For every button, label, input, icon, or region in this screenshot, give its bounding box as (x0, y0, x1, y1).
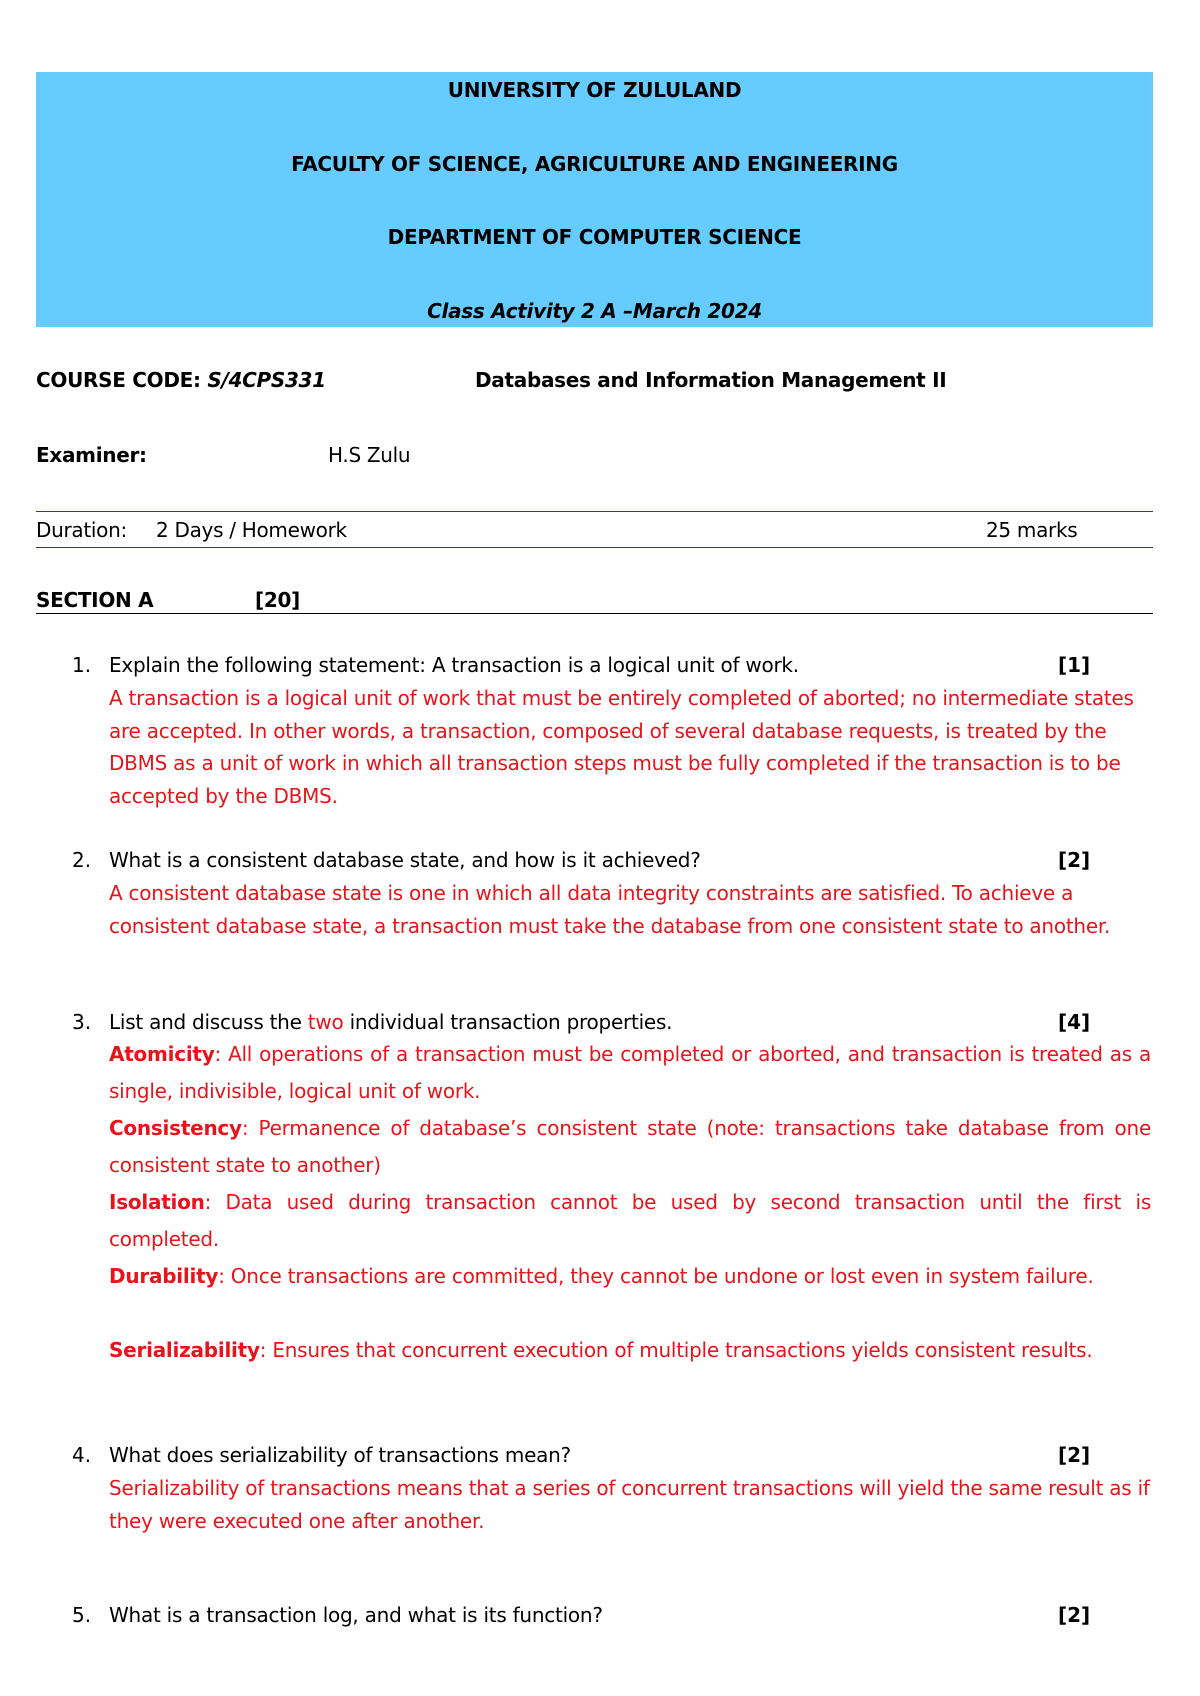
header-banner (36, 72, 1153, 327)
duration-label: Duration: (36, 518, 127, 542)
question-marks: [2] (1058, 848, 1091, 872)
question-text-start: List and discuss the (109, 1010, 308, 1034)
question-text: What does serializability of transactions mean? (109, 1443, 571, 1467)
property-consistency (109, 1110, 1151, 1184)
question-text: Explain the following statement: A transaction is a logical unit of work. (109, 653, 799, 677)
question-marks: [1] (1058, 653, 1091, 677)
property-term: Atomicity (109, 1042, 215, 1066)
property-definition: : Ensures that concurrent execution of multiple transactions yields consistent results. (259, 1338, 1093, 1362)
divider-bottom (36, 547, 1153, 548)
question-number: 5. (72, 1603, 92, 1627)
faculty-name: FACULTY OF SCIENCE, AGRICULTURE AND ENGINEERING (291, 152, 898, 176)
divider-top (36, 511, 1153, 512)
property-definition: : Data used during transaction cannot be used by second transaction until the first is completed. (109, 1190, 1151, 1251)
section-title: SECTION A (36, 588, 154, 612)
course-code-value: S/4CPS331 (207, 368, 326, 392)
examiner-label: Examiner: (36, 443, 147, 467)
property-term: Consistency (109, 1116, 242, 1140)
question-marks: [2] (1058, 1443, 1091, 1467)
examiner-name: H.S Zulu (328, 443, 411, 467)
course-title: Databases and Information Management II (475, 368, 947, 392)
question-text: What is a consistent database state, and how is it achieved? (109, 848, 701, 872)
question-text: What is a transaction log, and what is its function? (109, 1603, 603, 1627)
department-name: DEPARTMENT OF COMPUTER SCIENCE (387, 225, 802, 249)
property-definition: : Permanence of database’s consistent state (note: transactions take database from one consistent state to another) (109, 1116, 1151, 1177)
university-name: UNIVERSITY OF ZULULAND (447, 78, 742, 102)
duration-value: 2 Days / Homework (156, 518, 347, 542)
question-marks: [2] (1058, 1603, 1091, 1627)
section-underline (36, 613, 1153, 614)
activity-title: Class Activity 2 A –March 2024 (427, 299, 762, 323)
answer-text: A consistent database state is one in which all data integrity constraints are satisfied. To achieve a consistent database state, a transaction must take the database from one consistent state to another. (109, 881, 1111, 938)
property-term: Isolation (109, 1190, 205, 1214)
question-marks: [4] (1058, 1010, 1091, 1034)
property-definition: : Once transactions are committed, they cannot be undone or lost even in system failure. (218, 1264, 1094, 1288)
property-term: Serializability (109, 1338, 260, 1362)
section-marks: [20] (255, 588, 300, 612)
answer-text: Serializability of transactions means that a series of concurrent transactions will yield the same result as if they were executed one after another. (109, 1476, 1150, 1533)
property-serializability (109, 1332, 1151, 1369)
question-text-end: individual transaction properties. (343, 1010, 673, 1034)
question-text-highlight: two (307, 1010, 344, 1034)
property-definition: : All operations of a transaction must be completed or aborted, and transaction is treated as a single, indivisible, logical unit of work. (109, 1042, 1151, 1103)
question-number: 2. (72, 848, 92, 872)
question-text (109, 1010, 672, 1034)
course-code (36, 368, 326, 392)
property-durability (109, 1258, 1151, 1295)
total-marks: 25 marks (986, 518, 1078, 542)
property-isolation (109, 1184, 1151, 1258)
answer-text: A transaction is a logical unit of work that must be entirely completed of aborted; no intermediate states are accepted. In other words, a transaction, composed of several database requests, is treated by the DBMS as a unit of work in which all transaction steps must be fully completed if the transaction is to be accepted by the DBMS. (109, 686, 1134, 808)
property-atomicity (109, 1036, 1151, 1110)
property-term: Durability (109, 1264, 219, 1288)
question-number: 1. (72, 653, 92, 677)
course-code-label: COURSE CODE: (36, 368, 201, 392)
question-number: 4. (72, 1443, 92, 1467)
question-number: 3. (72, 1010, 92, 1034)
